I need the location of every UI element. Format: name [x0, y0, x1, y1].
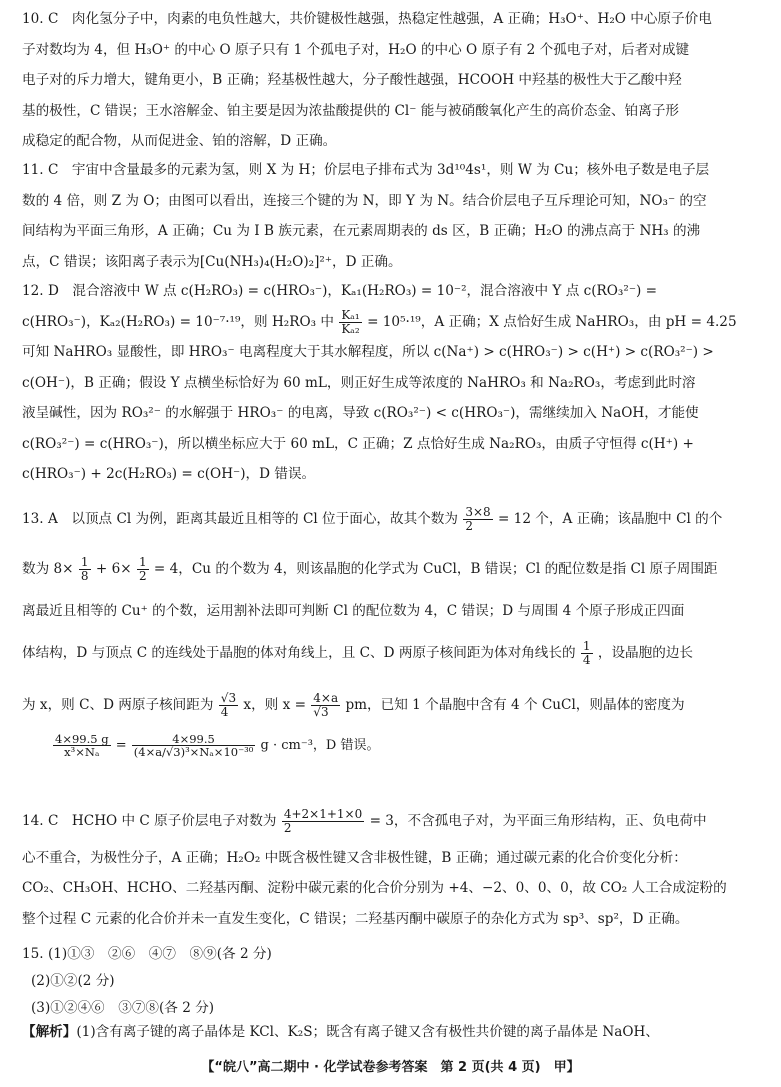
valence-pair-fraction	[282, 808, 364, 834]
answer-15-part-3: (3)①②④⑥ ③⑦⑧(各 2 分)	[31, 1000, 215, 1016]
one-eighth-fraction	[79, 556, 91, 582]
answer-15-part-1: 15. (1)①③ ②⑥ ④⑦ ⑧⑨(各 2 分)	[22, 946, 272, 962]
answer-11-line: 点，C 错误；该阳离子表示为[Cu(NH₃)₄(H₂O)₂]²⁺，D 正确。	[22, 253, 402, 270]
answer-11-line: 11. C 宇宙中含量最多的元素为氢，则 X 为 H；价层电子排布式为 3d¹⁰4s¹，则 W 为 Cu；核外电子数是电子层	[22, 162, 710, 178]
analysis-tag: 【解析】	[22, 1024, 77, 1040]
analysis-text: (1)含有离子键的离子晶体是 KCl、K₂S；既含有离子键又含有极性共价键的离子晶体是 NaOH、	[76, 1024, 659, 1040]
fraction-denominator: 4	[582, 653, 591, 667]
edge-length-fraction	[311, 692, 340, 718]
answer-13-text: + 6×	[95, 561, 132, 577]
answer-13-text: x，则 x =	[243, 697, 306, 713]
answer-13-line	[22, 686, 762, 724]
answer-14-line: 心不重合，为极性分子，A 正确；H₂O₂ 中既含极性键又含非极性键，B 正确；通过碳元素的化合价变化分析：	[22, 849, 687, 866]
answer-13-text: 13. A 以顶点 Cl 为例，距离其最近且相等的 Cl 位于面心，故其个数为	[22, 511, 458, 527]
answer-13-text: 为 x，则 C、D 两原子核间距为	[22, 697, 214, 713]
answer-14-line: 整个过程 C 元素的化合价并未一直发生变化，C 错误；二羟基丙酮中碳原子的杂化方式为 sp³、sp²，D 正确。	[22, 910, 689, 927]
fraction-numerator: 1	[138, 555, 147, 570]
answer-12-line	[22, 307, 762, 338]
answer-12	[22, 276, 762, 490]
answer-13-text: ，设晶胞的边长	[597, 645, 694, 661]
answer-14-line	[22, 806, 762, 837]
sqrt3-over-4-fraction	[219, 692, 238, 718]
answer-13-text: 数为 8×	[22, 561, 74, 577]
answer-10-line: 10. C 肉化氢分子中，肉素的电负性越大，共价键极性越强，热稳定性越强，A 正确；H₃O⁺、H₂O 中心原子价电	[22, 11, 712, 27]
fraction-numerator: 1	[582, 639, 591, 654]
fraction-denominator: (4×a/√3)³×Nₐ×10⁻³⁰	[133, 745, 254, 760]
density-fraction-1	[53, 733, 111, 758]
one-quarter-fraction	[581, 640, 593, 666]
ka-ratio-fraction	[339, 309, 361, 335]
answer-10-line: 基的极性，C 错误；王水溶解金、铂主要是因为浓盐酸提供的 Cl⁻ 能与被硝酸氧化产生的高价态金、铂离子形	[22, 102, 680, 119]
fraction-numerator: 4×99.5	[132, 733, 256, 746]
fraction-denominator: 8	[80, 569, 89, 583]
answer-10	[22, 4, 762, 157]
answer-12-text: = 10⁵·¹⁹，A 正确；X 点恰好生成 NaHRO₃，由 pH = 4.25	[367, 313, 737, 330]
fraction-denominator: 4	[220, 705, 229, 719]
answer-12-line: 12. D 混合溶液中 W 点 c(H₂RO₃) = c(HRO₃⁻)，Kₐ₁(H₂RO₃) = 10⁻²，混合溶液中 Y 点 c(RO₃²⁻) =	[22, 283, 658, 299]
answer-13-line	[22, 634, 762, 672]
answer-12-text: c(HRO₃⁻)，Kₐ₂(H₂RO₃) = 10⁻⁷·¹⁹，则 H₂RO₃ 中	[22, 313, 334, 330]
answer-13-text: = 4，Cu 的个数为 4，则该晶胞的化学式为 CuCl，B 错误；Cl 的配位数是指 Cl 原子周围距	[153, 561, 718, 577]
fraction-denominator: 2	[465, 519, 473, 533]
answer-13	[22, 500, 762, 724]
fraction-numerator: Kₐ₁	[341, 307, 360, 322]
answer-11	[22, 155, 762, 277]
equals-sign: =	[115, 738, 127, 754]
fraction-denominator: √3	[313, 705, 329, 719]
answer-12-line: 液呈碱性，因为 RO₃²⁻ 的水解强于 HRO₃⁻ 的电离，导致 c(RO₃²⁻) < c(HRO₃⁻)，需继续加入 NaOH，才能使	[22, 405, 699, 421]
answer-13-line: 离最近且相等的 Cu⁺ 的个数，运用割补法即可判断 Cl 的配位数为 4，C 错误；D 与周围 4 个原子形成正四面	[22, 603, 685, 619]
fraction-numerator: 3×8	[465, 505, 491, 520]
fraction-numerator: 4×99.5 g	[55, 732, 109, 746]
fraction-denominator: 2	[283, 821, 292, 835]
fraction-numerator: 1	[80, 555, 89, 570]
answer-13-text: g · cm⁻³，D 错误。	[260, 738, 380, 754]
density-equation	[52, 733, 742, 773]
answer-15-analysis	[22, 1021, 762, 1043]
fraction-numerator: 4+2×1+1×0	[283, 807, 363, 822]
answer-11-line: 数的 4 倍，则 Z 为 O；由图可以看出，连接三个键的为 N，即 Y 为 N。结合价层电子互斥理论可知，NO₃⁻ 的空	[22, 192, 707, 209]
fraction-denominator: 2	[138, 569, 147, 583]
answer-13-line	[22, 550, 762, 588]
fraction-numerator: 4×a	[313, 691, 339, 706]
answer-12-line: c(OH⁻)，B 正确；假设 Y 点横坐标恰好为 60 mL，则正好生成等浓度的 NaHRO₃ 和 Na₂RO₃，考虑到此时溶	[22, 374, 696, 391]
answer-14-text: 14. C HCHO 中 C 原子价层电子对数为	[22, 813, 277, 829]
answer-14	[22, 806, 762, 934]
fraction-numerator: √3	[220, 691, 237, 706]
answer-15-part-2: (2)①②(2 分)	[31, 973, 115, 989]
answer-14-text: = 3，不含孤电子对，为平面三角形结构，正、负电荷中	[369, 813, 707, 829]
answer-13-line	[22, 500, 762, 538]
answer-13-text: = 12 个，A 正确；该晶胞中 Cl 的个	[497, 511, 723, 527]
one-half-fraction	[137, 556, 149, 582]
count-fraction	[463, 506, 492, 532]
answer-12-line: 可知 NaHRO₃ 显酸性，即 HRO₃⁻ 电离程度大于其水解程度，所以 c(Na⁺) > c(HRO₃⁻) > c(H⁺) > c(RO₃²⁻) >	[22, 344, 714, 360]
page-footer: 【“皖八”高二期中 · 化学试卷参考答案 第 2 页(共 4 页) 甲】	[201, 1060, 580, 1075]
answer-12-line: c(HRO₃⁻) + 2c(H₂RO₃) = c(OH⁻)，D 错误。	[22, 466, 316, 482]
answer-10-line: 电子对的斥力增大，键角更小，B 正确；羟基极性越大，分子酸性越强，HCOOH 中羟基的极性大于乙酸中羟	[22, 72, 682, 88]
fraction-denominator: x³×Nₐ	[64, 745, 100, 760]
answer-11-line: 间结构为平面三角形，A 正确；Cu 为 Ⅰ B 族元素，在元素周期表的 ds 区，B 正确；H₂O 的沸点高于 NH₃ 的沸	[22, 223, 701, 239]
answer-14-line: CO₂、CH₃OH、HCHO、二羟基丙酮、淀粉中碳元素的化合价分别为 +4、−2、0、0、0，故 CO₂ 人工合成淀粉的	[22, 880, 727, 896]
answer-13-text: pm，已知 1 个晶胞中含有 4 个 CuCl，则晶体的密度为	[345, 697, 685, 713]
answer-10-line: 子对数均为 4，但 H₃O⁺ 的中心 O 原子只有 1 个孤电子对，H₂O 的中心 O 原子有 2 个孤电子对，后者对成键	[22, 41, 690, 58]
fraction-denominator: Kₐ₂	[341, 321, 360, 336]
answer-12-line: c(RO₃²⁻) = c(HRO₃⁻)，所以横坐标应大于 60 mL，C 正确；Z 点恰好生成 Na₂RO₃，由质子守恒得 c(H⁺) +	[22, 435, 694, 452]
answer-13-text: 体结构，D 与顶点 C 的连线处于晶胞的体对角线上，且 C、D 两原子核间距为体对角线长的	[22, 645, 576, 661]
answer-10-line: 成稳定的配合物，从而促进金、铂的溶解，D 正确。	[22, 133, 337, 149]
density-fraction-2	[132, 733, 256, 758]
